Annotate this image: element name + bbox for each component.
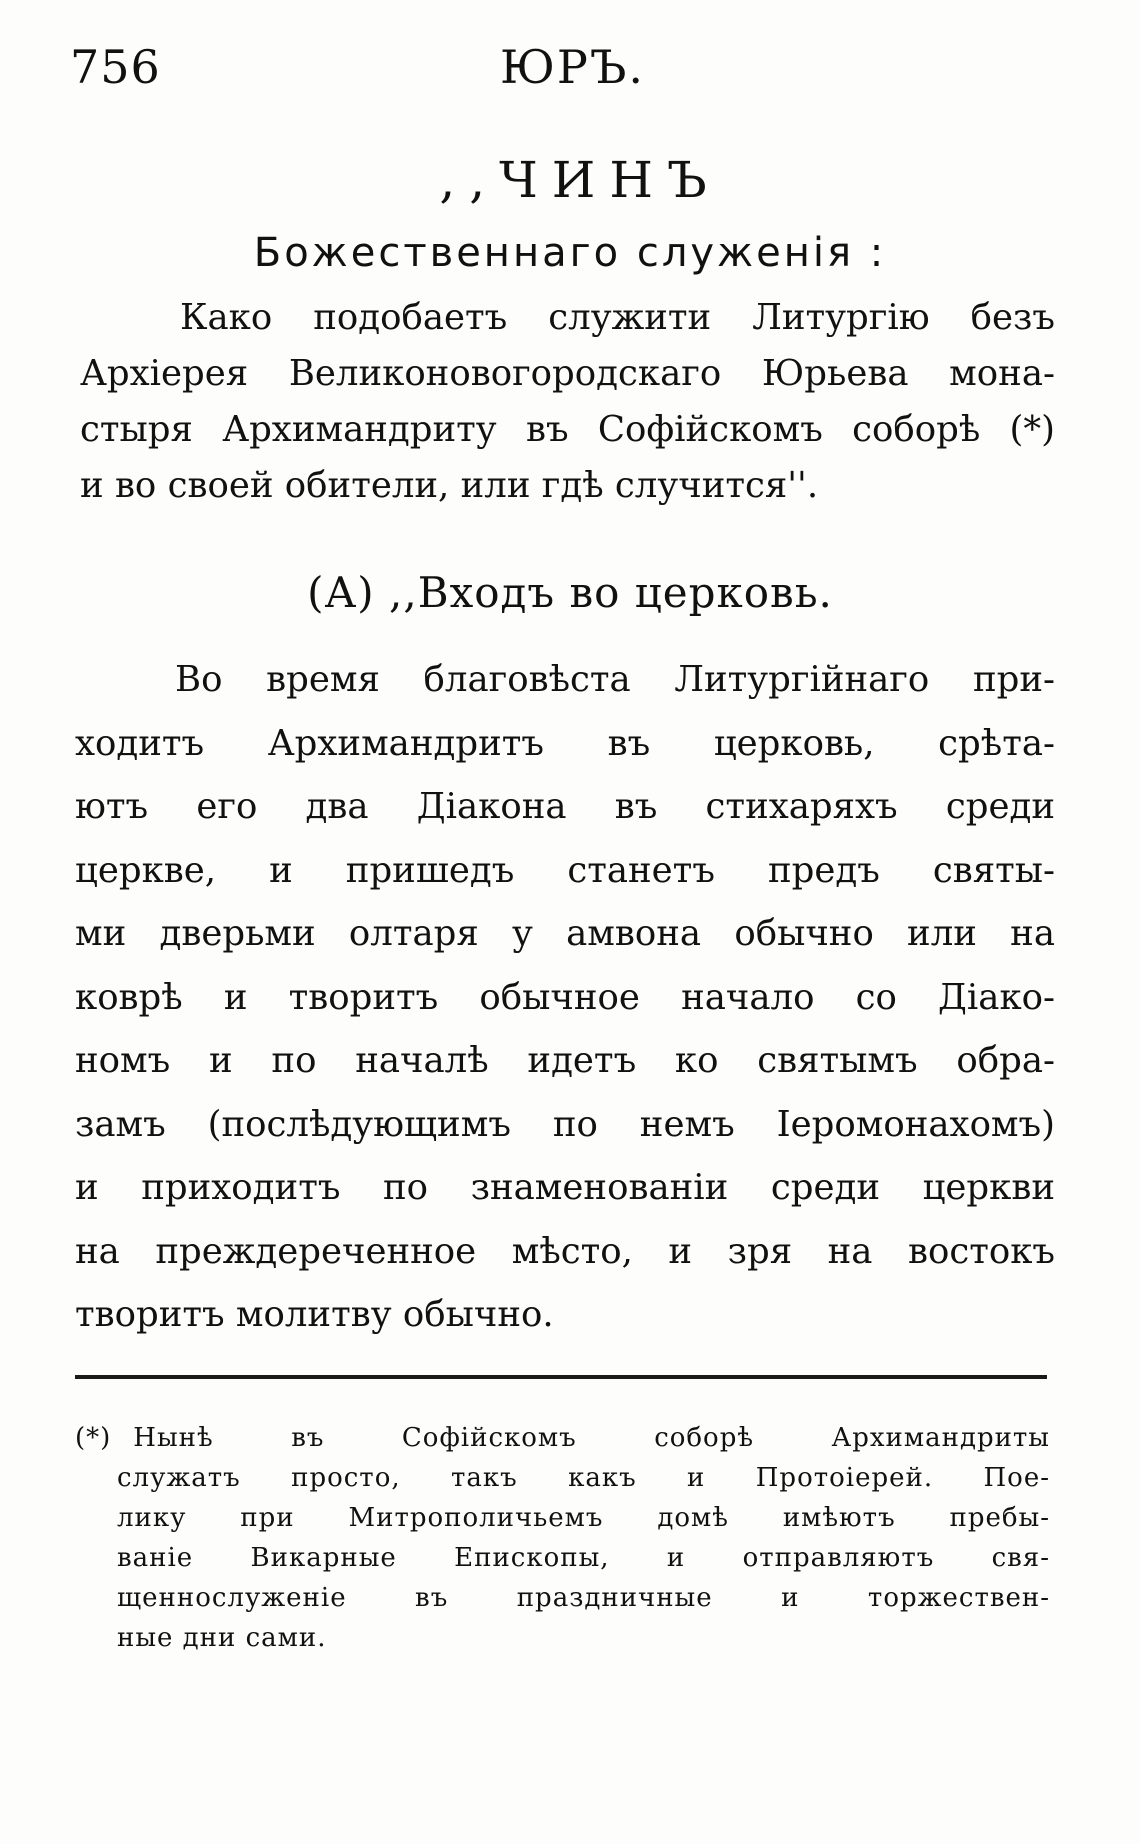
running-head [70, 40, 1050, 100]
footnote-divider [75, 1375, 1047, 1379]
footnote-line-text: Нынѣ въ Софійскомъ соборѣ Архимандриты [133, 1423, 1050, 1453]
body-line: ми дверьми олтаря у амвона обычно или на [75, 913, 1055, 954]
section-heading: (А) ,,Входъ во церковь. [307, 568, 833, 617]
title-block [60, 145, 1080, 291]
footnote-marker: (*) [75, 1423, 112, 1453]
body-line: ютъ его два Діакона въ стихаряхъ среди [75, 786, 1055, 827]
body-line: ходитъ Архимандритъ въ церковь, срѣта- [75, 722, 1055, 764]
footnote-line: служатъ просто, такъ какъ и Протоіерей. Пое- [117, 1463, 1050, 1493]
body-line: церкве, и пришедъ станетъ предъ святы- [75, 849, 1055, 891]
body-line: и приходитъ по знаменованіи среди церкви [75, 1167, 1055, 1208]
footnote [75, 1418, 1050, 1658]
body-line: коврѣ и творитъ обычное начало со Діако- [75, 976, 1055, 1018]
heading-line: и во своей обители, или гдѣ случится''. [80, 465, 819, 506]
body-line: творитъ молитву обычно. [75, 1294, 554, 1335]
body-line: на преждереченное мѣсто, и зря на востокъ [75, 1230, 1055, 1272]
footnote-line: ные дни сами. [117, 1623, 327, 1653]
heading-line: Како подобаетъ служити Литургію безъ [180, 297, 1055, 338]
heading-paragraph [80, 290, 1055, 514]
footnote-line [75, 1418, 1050, 1458]
chapter-title: ,,ЧИНЪ [439, 151, 721, 209]
footnote-line: ваніе Викарные Епископы, и отправляютъ свя- [117, 1543, 1050, 1573]
footnote-line: щеннослуженіе въ праздничные и торжествен- [117, 1583, 1050, 1613]
footnote-line: лику при Митрополичьемъ домѣ имѣютъ пребы- [117, 1503, 1050, 1533]
running-title: ЮРЪ. [500, 40, 646, 94]
body-line: Во время благовѣста Литургійнаго при- [175, 659, 1055, 700]
heading-line: Архіерея Великоновогородскаго Юрьева мона- [80, 353, 1055, 394]
body-paragraph [75, 648, 1055, 1347]
page-number: 756 [70, 40, 161, 94]
body-line: замъ (послѣдующимъ по немъ Іеромонахомъ) [75, 1103, 1055, 1145]
chapter-subtitle: Божественнаго служенія : [253, 230, 887, 276]
heading-line: стыря Архимандриту въ Софійскомъ соборѣ (*) [80, 409, 1055, 450]
body-line: номъ и по началѣ идетъ ко святымъ обра- [75, 1040, 1055, 1081]
